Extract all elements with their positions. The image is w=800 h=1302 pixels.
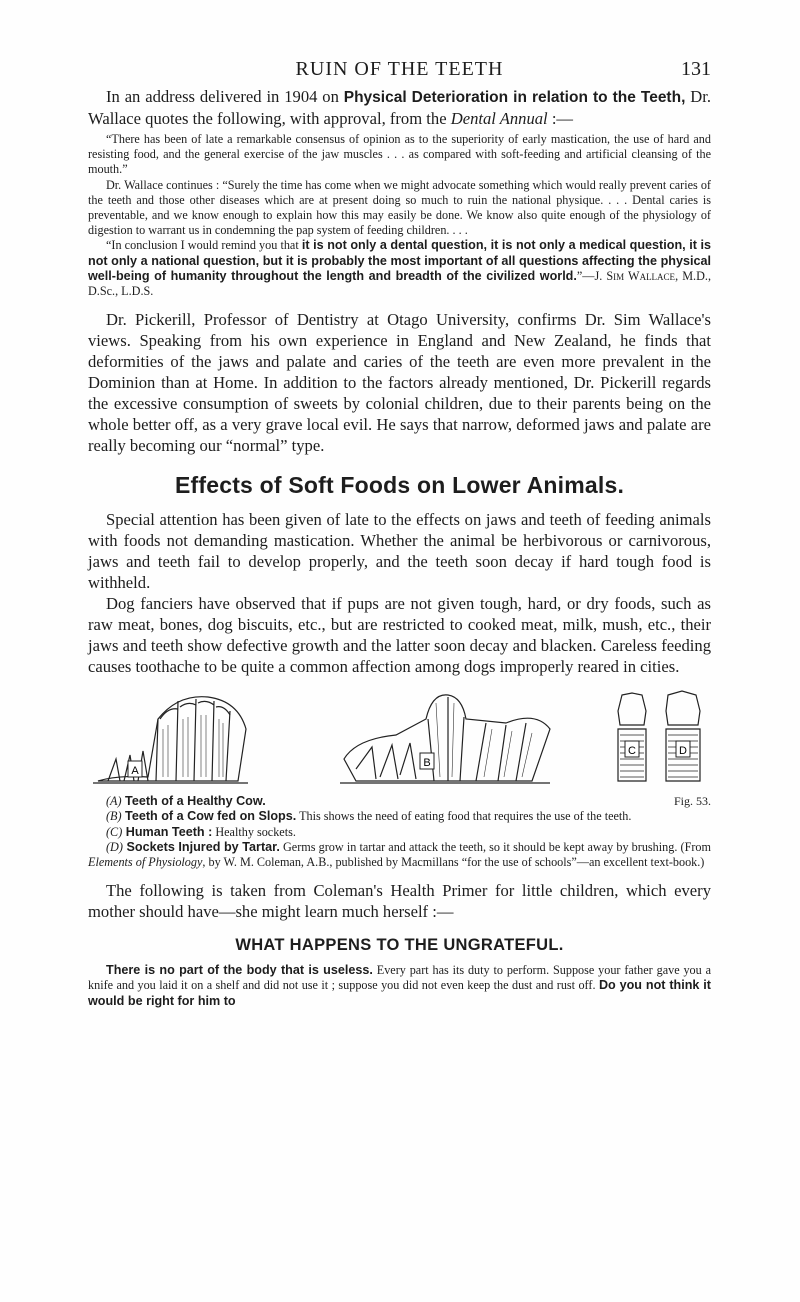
quote-paragraph-1: “There has been of late a remarkable consensus of opinion as to the superiority of early mastication, the use of hard and resisting food, and the general exercise of the jaw muscles . . . as compared with soft-feeding and artificial cleansing of the mouth.” [88,132,711,177]
caption-d-text-2: , by W. M. Coleman, A.B., published by Macmillans “for the use of schools”—an excellent text-book.) [202,855,705,870]
quote-p3-start: “In conclusion I would remind you that [106,238,302,253]
panel-letter-c: C [628,745,636,758]
quote-paragraph-2: Dr. Wallace continues : “Surely the time has come when we might advocate something which would really prevent caries of the teeth and those other diseases which are at present doing so much to ruin the national physique. . . . Dental caries is preventable, and we know enough to explain how this may easily be done. We know also quite enough of the physiology of digestion to warrant us in condemning the pap system of feeding children. . . . [88,177,711,238]
section-paragraph-2: Dog fanciers have observed that if pups are not given tough, hard, or dry foods, such as raw meat, bones, dog biscuits, etc., but are restricted to cooked meat, milk, mush, etc., their jaws and teeth show defective growth and the latter soon decay and blacken. Careless feeding causes toothache to be quite a common affection among dogs improperly reared in cities. [88,594,711,677]
page-number: 131 [681,58,711,80]
caption-c [88,825,711,840]
cow-teeth-healthy-illustration [88,689,253,786]
intro-text-2: Dr. Wallace quotes the following, with approval, from the [88,87,711,128]
final-bold-tail: Do you not think it would be right for him to [88,978,711,1008]
quote-author-degrees: , M.D., D.Sc., L.D.S. [88,268,712,299]
running-head [88,52,711,86]
book-page [88,52,711,1009]
caption-a [88,794,711,809]
wallace-quote [88,132,711,299]
panel-letter-b: B [423,757,431,770]
section-paragraph-1: Special attention has been given of late to the effects on jaws and teeth of feeding animals with foods not demanding mastication. Whether the animal be herbivorous or carnivorous, jaws and teeth fail to develop properly, and the teeth soon decay if hard tough food is withheld. [88,510,711,593]
caption-b [88,809,711,824]
figure-captions [88,794,711,870]
caption-b-letter: (B) [106,809,122,824]
intro-source-title: Dental Annual [450,109,548,128]
caption-d [88,840,711,870]
quote-author: Sim Wallace [606,268,676,283]
final-text: Every part has its duty to perform. Suppose your father gave you a knife and you laid it on a shelf and did not use it ; suppose you did not even keep the dust and rust off. [88,963,712,993]
sub-heading: WHAT HAPPENS TO THE UNGRATEFUL. [235,936,564,955]
running-head-title: RUIN OF THE TEETH [295,58,504,80]
caption-a-letter: (A) [106,794,122,809]
caption-c-text: Healthy sockets. [212,824,296,839]
final-bold-lead: There is no part of the body that is useless. [106,963,373,978]
intro-paragraph [88,86,711,129]
caption-d-letter: (D) [106,839,123,854]
intro-bold-topic: Physical Deterioration in relation to the Teeth, [343,89,686,106]
caption-a-title: Teeth of a Healthy Cow. [121,794,266,809]
panel-letter-a: A [131,765,139,778]
figure-label: Fig. 53. [673,794,711,809]
caption-c-letter: (C) [106,824,123,839]
caption-b-text: This shows the need of eating food that requires the use of the teeth. [296,809,632,824]
quote-p3-bold: it is not only a dental question, it is not only a medical question, it is not only a national question, but it is probably the most important of all questions affecting the physical well-being of humanity throughout the length and breadth of the civilized world. [88,238,711,283]
caption-d-book-title: Elements of Physiology [88,855,203,870]
caption-c-title: Human Teeth : [122,824,213,839]
panel-letter-d: D [679,745,687,758]
figure-53 [88,689,711,786]
section-heading: Effects of Soft Foods on Lower Animals. [174,472,625,499]
coleman-intro-paragraph: The following is taken from Coleman's Health Primer for little children, which every mother should have—she might learn much herself :— [88,881,711,922]
quote-paragraph-3 [88,238,711,299]
intro-text-1: In an address delivered in 1904 on [106,87,344,106]
caption-d-text-1: Germs grow in tartar and attack the teeth, so it should be kept away by brushing. (From [279,839,711,854]
caption-b-title: Teeth of a Cow fed on Slops. [121,809,297,824]
pickerill-paragraph: Dr. Pickerill, Professor of Dentistry at Otago University, confirms Dr. Sim Wallace's views. Speaking from his own experience in England and New Zealand, he finds that deformities of the jaws and palate and caries of the teeth are even more prevalent in the Dominion than at Home. In addition to the factors already mentioned, Dr. Pickerill regards the excessive consumption of sweets by colonial children, due to their parents being on the whole better off, as a very grave local evil. He says that narrow, deformed jaws and palate are really becoming our “normal” type. [88,310,711,456]
intro-text-3: :— [547,109,574,128]
final-paragraph [88,963,711,1009]
caption-d-title: Sockets Injured by Tartar. [122,839,280,854]
human-teeth-sockets-illustration [616,689,711,786]
cow-teeth-slops-illustration [336,689,554,786]
quote-p3-end: ”—J. [576,268,607,283]
